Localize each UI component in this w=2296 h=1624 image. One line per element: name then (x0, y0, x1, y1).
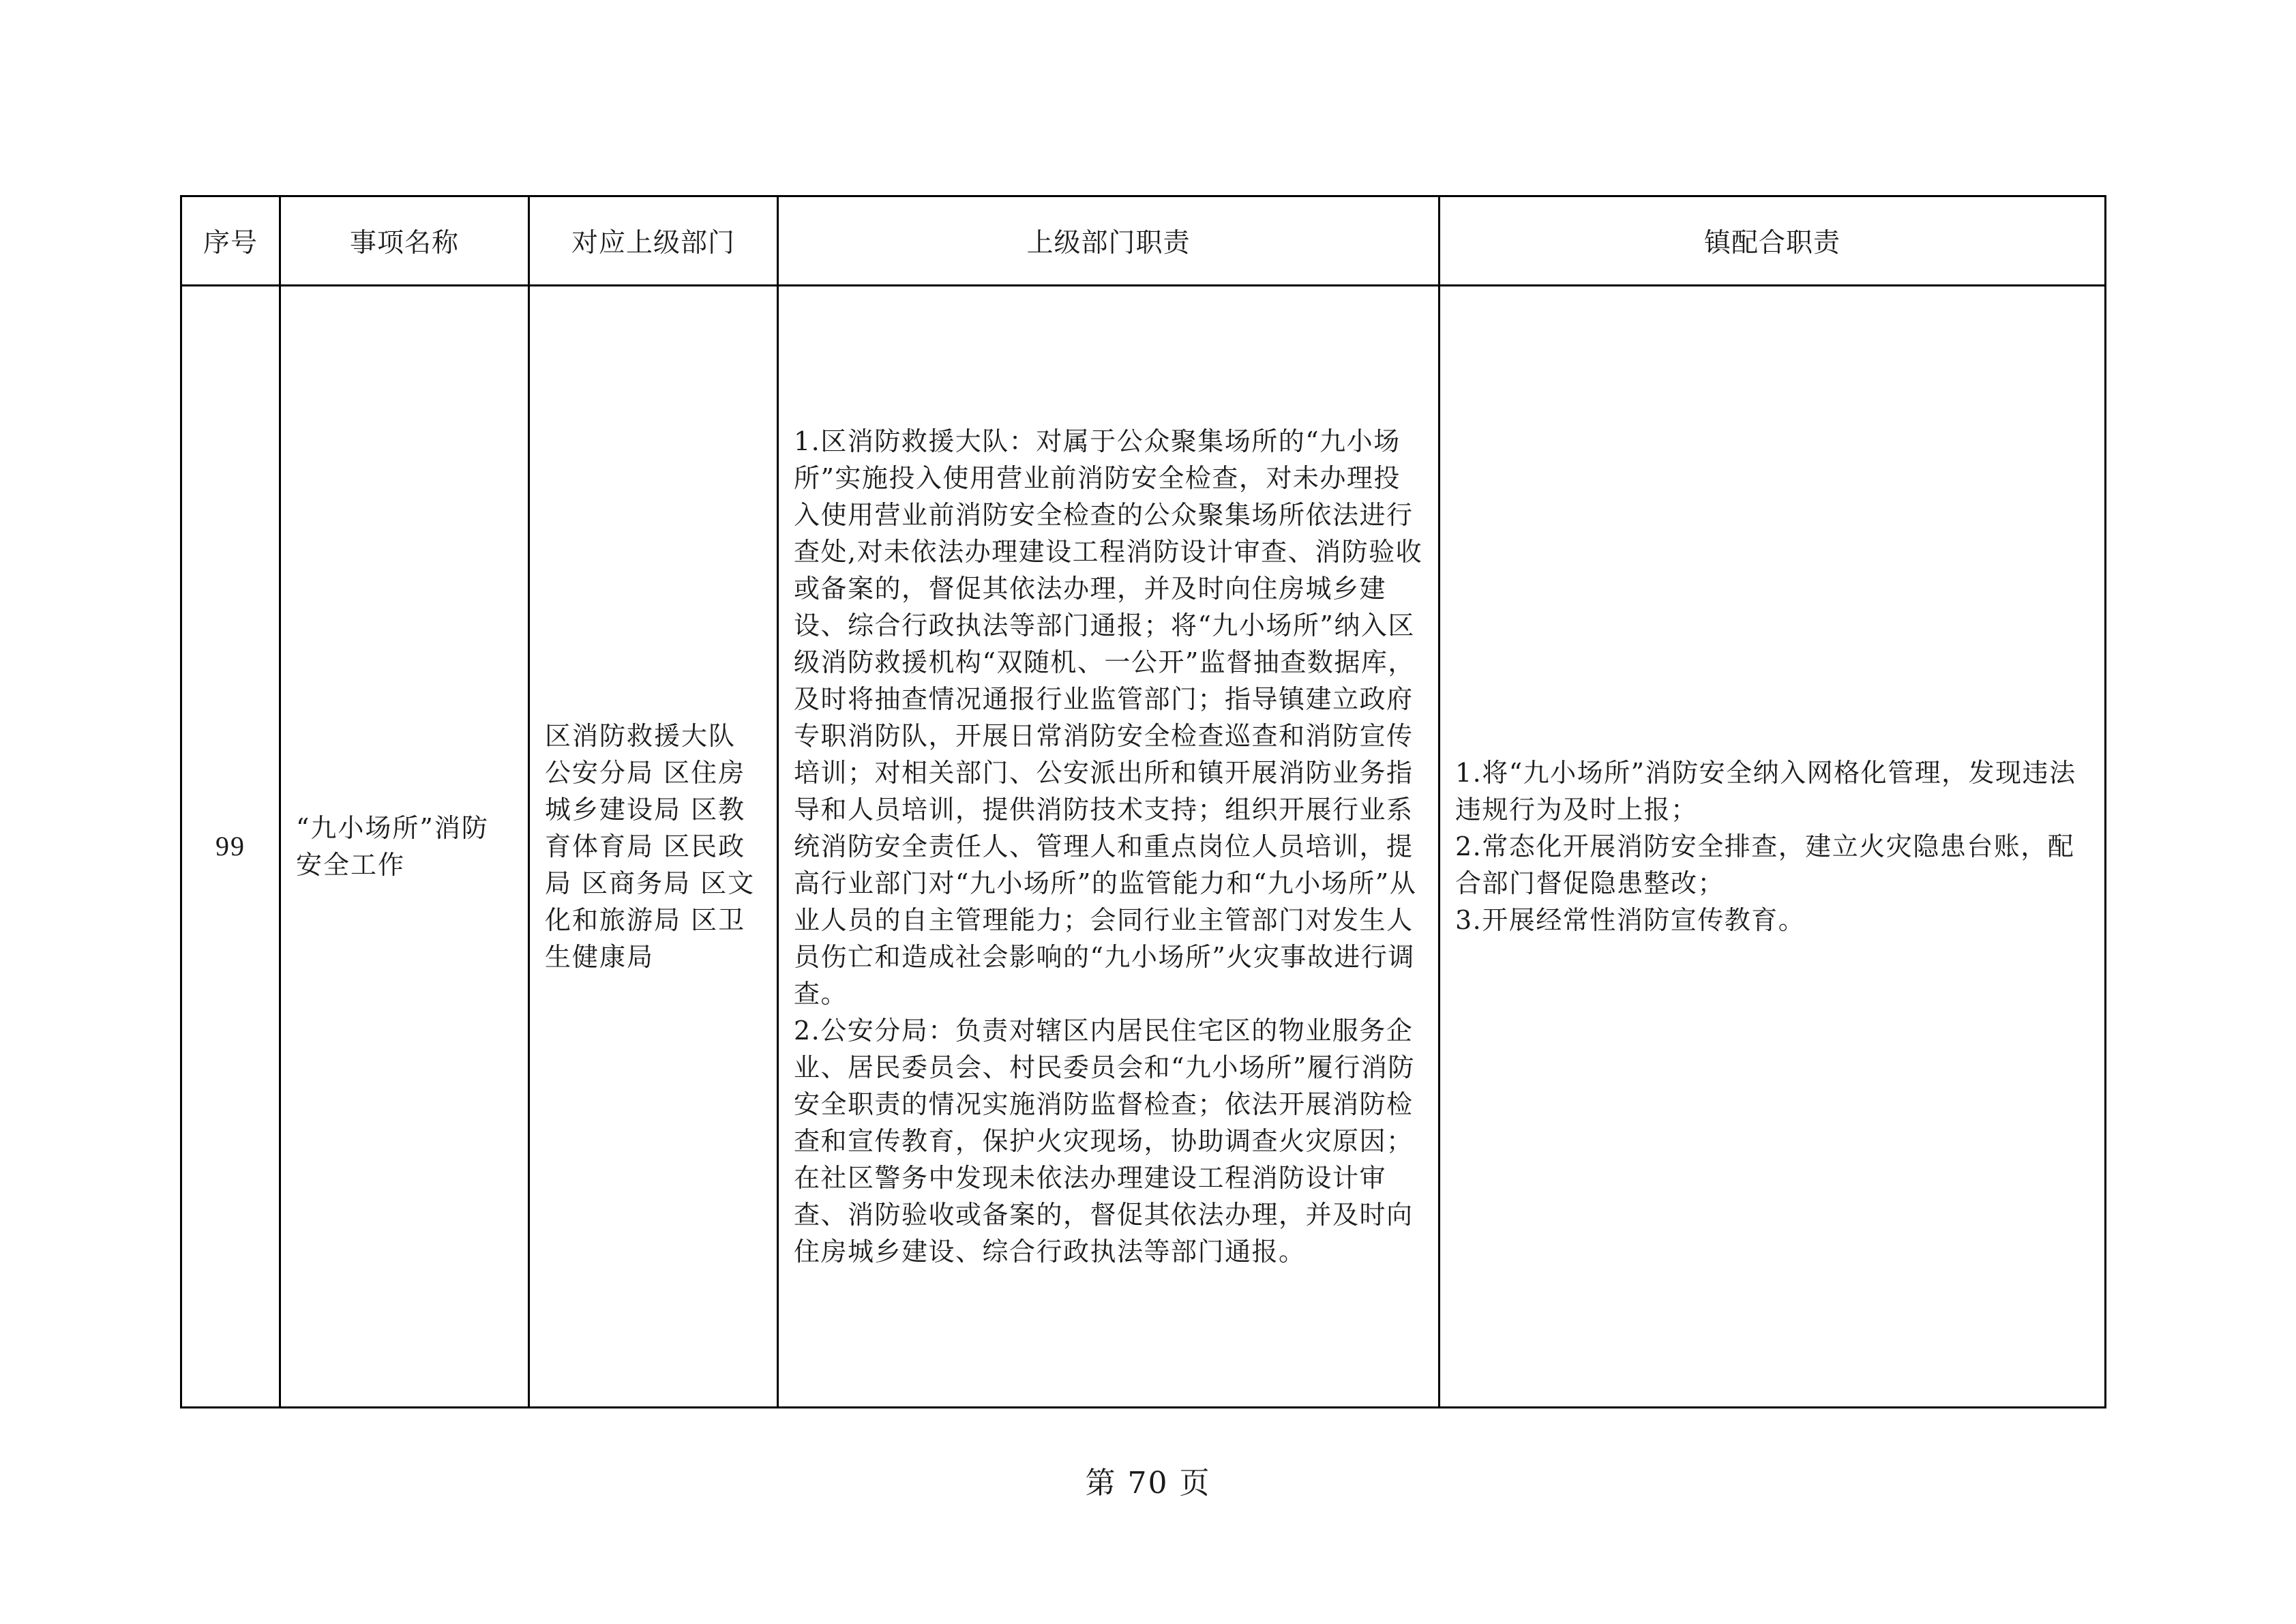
row-upper-dept: 区消防救援大队 公安分局 区住房城乡建设局 区教育体育局 区民政局 区商务局 区文化和旅游局 区卫生健康局 (529, 286, 778, 1408)
header-seq: 序号 (181, 196, 280, 286)
row-town-duty (1440, 286, 2106, 1408)
header-town-duty: 镇配合职责 (1440, 196, 2106, 286)
row-item-name: “九小场所”消防安全工作 (280, 286, 529, 1408)
town-duty-item: 1.将“九小场所”消防安全纳入网格化管理，发现违法违规行为及时上报； (1455, 758, 2076, 825)
row-seq: 99 (181, 286, 280, 1408)
page-number: 第 70 页 (1085, 1466, 1211, 1501)
table-row (181, 286, 2106, 1408)
row-upper-duty (778, 286, 1440, 1408)
table-header-row (181, 196, 2106, 286)
responsibility-table (180, 195, 2106, 1408)
header-item-name: 事项名称 (280, 196, 529, 286)
town-duty-item: 2.常态化开展消防安全排查，建立火灾隐患台账，配合部门督促隐患整改； (1455, 831, 2075, 898)
upper-duty-paragraph: 1.区消防救援大队：对属于公众聚集场所的“九小场所”实施投入使用营业前消防安全检查，对未办理投入使用营业前消防安全检查的公众聚集场所依法进行查处,对未依法办理建设工程消防设计审查、消防验收或备案的，督促其依法办理，并及时向住房城乡建设、综合行政执法等部门通报；将“九小场所”纳入区级消防救援机构“双随机、一公开”监督抽查数据库，及时将抽查情况通报行业监管部门；指导镇建立政府专职消防队，开展日常消防安全检查巡查和消防宣传培训；对相关部门、公安派出所和镇开展消防业务指导和人员培训，提供消防技术支持；组织开展行业系统消防安全责任人、管理人和重点岗位人员培训，提高行业部门对“九小场所”的监管能力和“九小场所”从业人员的自主管理能力；会同行业主管部门对发生人员伤亡和造成社会影响的“九小场所”火灾事故进行调查。 (794, 426, 1423, 1009)
header-upper-dept: 对应上级部门 (529, 196, 778, 286)
upper-duty-paragraph: 2.公安分局：负责对辖区内居民住宅区的物业服务企业、居民委员会、村民委员会和“九小场所”履行消防安全职责的情况实施消防监督检查；依法开展消防检查和宣传教育，保护火灾现场，协助调查火灾原因；在社区警务中发现未依法办理建设工程消防设计审查、消防验收或备案的，督促其依法办理，并及时向住房城乡建设、综合行政执法等部门通报。 (794, 1016, 1415, 1267)
town-duty-item: 3.开展经常性消防宣传教育。 (1455, 905, 1806, 935)
header-upper-duty: 上级部门职责 (778, 196, 1440, 286)
